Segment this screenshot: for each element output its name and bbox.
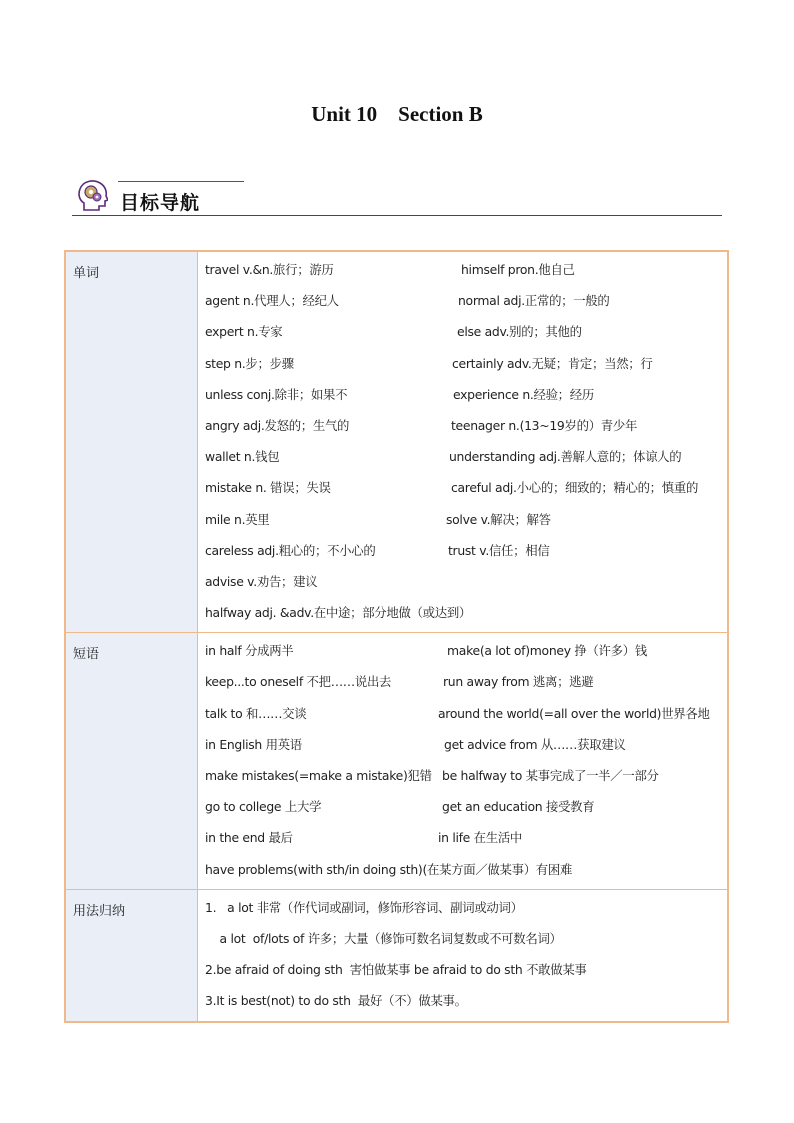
vocab-entry-left: angry adj.发怒的；生气的 (205, 417, 350, 433)
section-heading: 目标导航 (120, 192, 201, 214)
vocab-entry-right: else adv.别的；其他的 (457, 324, 582, 340)
vocab-entry (205, 597, 727, 628)
vocab-entry (205, 379, 727, 410)
vocab-entry-right: trust v.信任；相信 (448, 542, 550, 558)
vocab-entry (205, 254, 727, 285)
phrase-entry-right: around the world(=all over the world)世界各地 (438, 705, 710, 721)
vocab-entry-right: solve v.解决；解答 (446, 511, 551, 527)
phrase-entry (205, 822, 727, 853)
phrase-entry-left: in English 用英语 (205, 736, 302, 752)
phrase-entry (205, 760, 727, 791)
phrase-entry-right: get an education 接受教育 (442, 799, 595, 815)
vocab-entry-right: normal adj.正常的；一般的 (458, 293, 610, 309)
phrase-entry-right: make(a lot of)money 挣（许多）钱 (447, 643, 647, 659)
head-gears-icon (76, 178, 108, 212)
objective-nav-header (72, 178, 722, 220)
vocab-entry-right: teenager n.(13~19岁的）青少年 (451, 417, 638, 433)
vocab-entry-right: careful adj.小心的；细致的；精心的；慎重的 (451, 480, 699, 496)
vocab-entry (205, 441, 727, 472)
vocab-entry-left: mistake n. 错误；失误 (205, 480, 331, 496)
phrase-entry-right: in life 在生活中 (438, 830, 523, 846)
vocab-entry-left: expert n.专家 (205, 324, 283, 340)
vocab-entry (205, 504, 727, 535)
phrase-entry-left: have problems(with sth/in doing sth)(在某方面／做某事）有困难 (205, 861, 573, 877)
vocab-entry-left: agent n.代理人；经纪人 (205, 293, 339, 309)
vocab-entry-left: travel v.&n.旅行；游历 (205, 262, 334, 277)
vocab-entry-left: wallet n.钱包 (205, 449, 280, 465)
vocab-entry-left: careless adj.粗心的；不小心的 (205, 542, 376, 558)
vocab-label: 单词 (66, 252, 198, 632)
vocab-entry-right: experience n.经验；经历 (453, 386, 594, 402)
phrase-entry (205, 666, 727, 697)
vocab-entry-left: unless conj.除非；如果不 (205, 386, 348, 402)
study-table (64, 250, 729, 1023)
page-title: Unit 10 Section B (311, 102, 483, 126)
vocab-content (198, 252, 727, 632)
header-top-rule (118, 181, 244, 182)
vocab-entry (205, 410, 727, 441)
usage-entry: 2.be afraid of doing sth 害怕做某事 be afraid to do sth 不敢做某事 (205, 962, 587, 978)
vocab-entry-right: certainly adv.无疑；肯定；当然；行 (452, 355, 653, 371)
phrase-entry-right: get advice from 从……获取建议 (444, 736, 626, 752)
usage-entry: a lot of/lots of 许多；大量（修饰可数名词复数或不可数名词） (205, 930, 562, 946)
phrase-entry-left: talk to 和……交谈 (205, 705, 307, 721)
vocab-entry-right: himself pron.他自己 (461, 262, 575, 277)
usage-content (198, 890, 727, 1021)
vocab-entry (205, 472, 727, 503)
header-underline (72, 215, 722, 216)
phrase-entry-left: in half 分成两半 (205, 643, 294, 659)
phrases-row (66, 632, 727, 889)
vocab-entry (205, 535, 727, 566)
vocab-row (66, 252, 727, 632)
phrase-entry (205, 854, 727, 885)
phrase-entry-left: keep...to oneself 不把……说出去 (205, 674, 392, 690)
usage-entry: 1. a lot 非常（作代词或副词，修饰形容词、副词或动词） (205, 899, 523, 915)
vocab-entry (205, 316, 727, 347)
phrase-entry-left: in the end 最后 (205, 830, 293, 846)
phrase-entry-left: go to college 上大学 (205, 799, 322, 815)
phrase-entry (205, 791, 727, 822)
usage-row (66, 889, 727, 1021)
vocab-entry (205, 348, 727, 379)
phrase-entry (205, 635, 727, 666)
usage-label: 用法归纳 (66, 890, 198, 1021)
phrases-label: 短语 (66, 633, 198, 889)
vocab-entry-left: advise v.劝告；建议 (205, 573, 318, 589)
phrases-content (198, 633, 727, 889)
vocab-entry-left: halfway adj. &adv.在中途；部分地做（或达到） (205, 605, 472, 621)
usage-entry: 3.It is best(not) to do sth 最好（不）做某事。 (205, 993, 467, 1009)
phrase-entry-right: run away from 逃离；逃避 (443, 674, 594, 690)
vocab-entry-right: understanding adj.善解人意的；体谅人的 (449, 449, 682, 465)
vocab-entry-left: step n.步；步骤 (205, 355, 294, 371)
vocab-entry (205, 285, 727, 316)
vocab-entry (205, 566, 727, 597)
phrase-entry-left: make mistakes(=make a mistake)犯错 (205, 768, 432, 783)
vocab-entry-left: mile n.英里 (205, 511, 270, 527)
phrase-entry (205, 698, 727, 729)
phrase-entry-right: be halfway to 某事完成了一半／一部分 (442, 768, 659, 783)
phrase-entry (205, 729, 727, 760)
